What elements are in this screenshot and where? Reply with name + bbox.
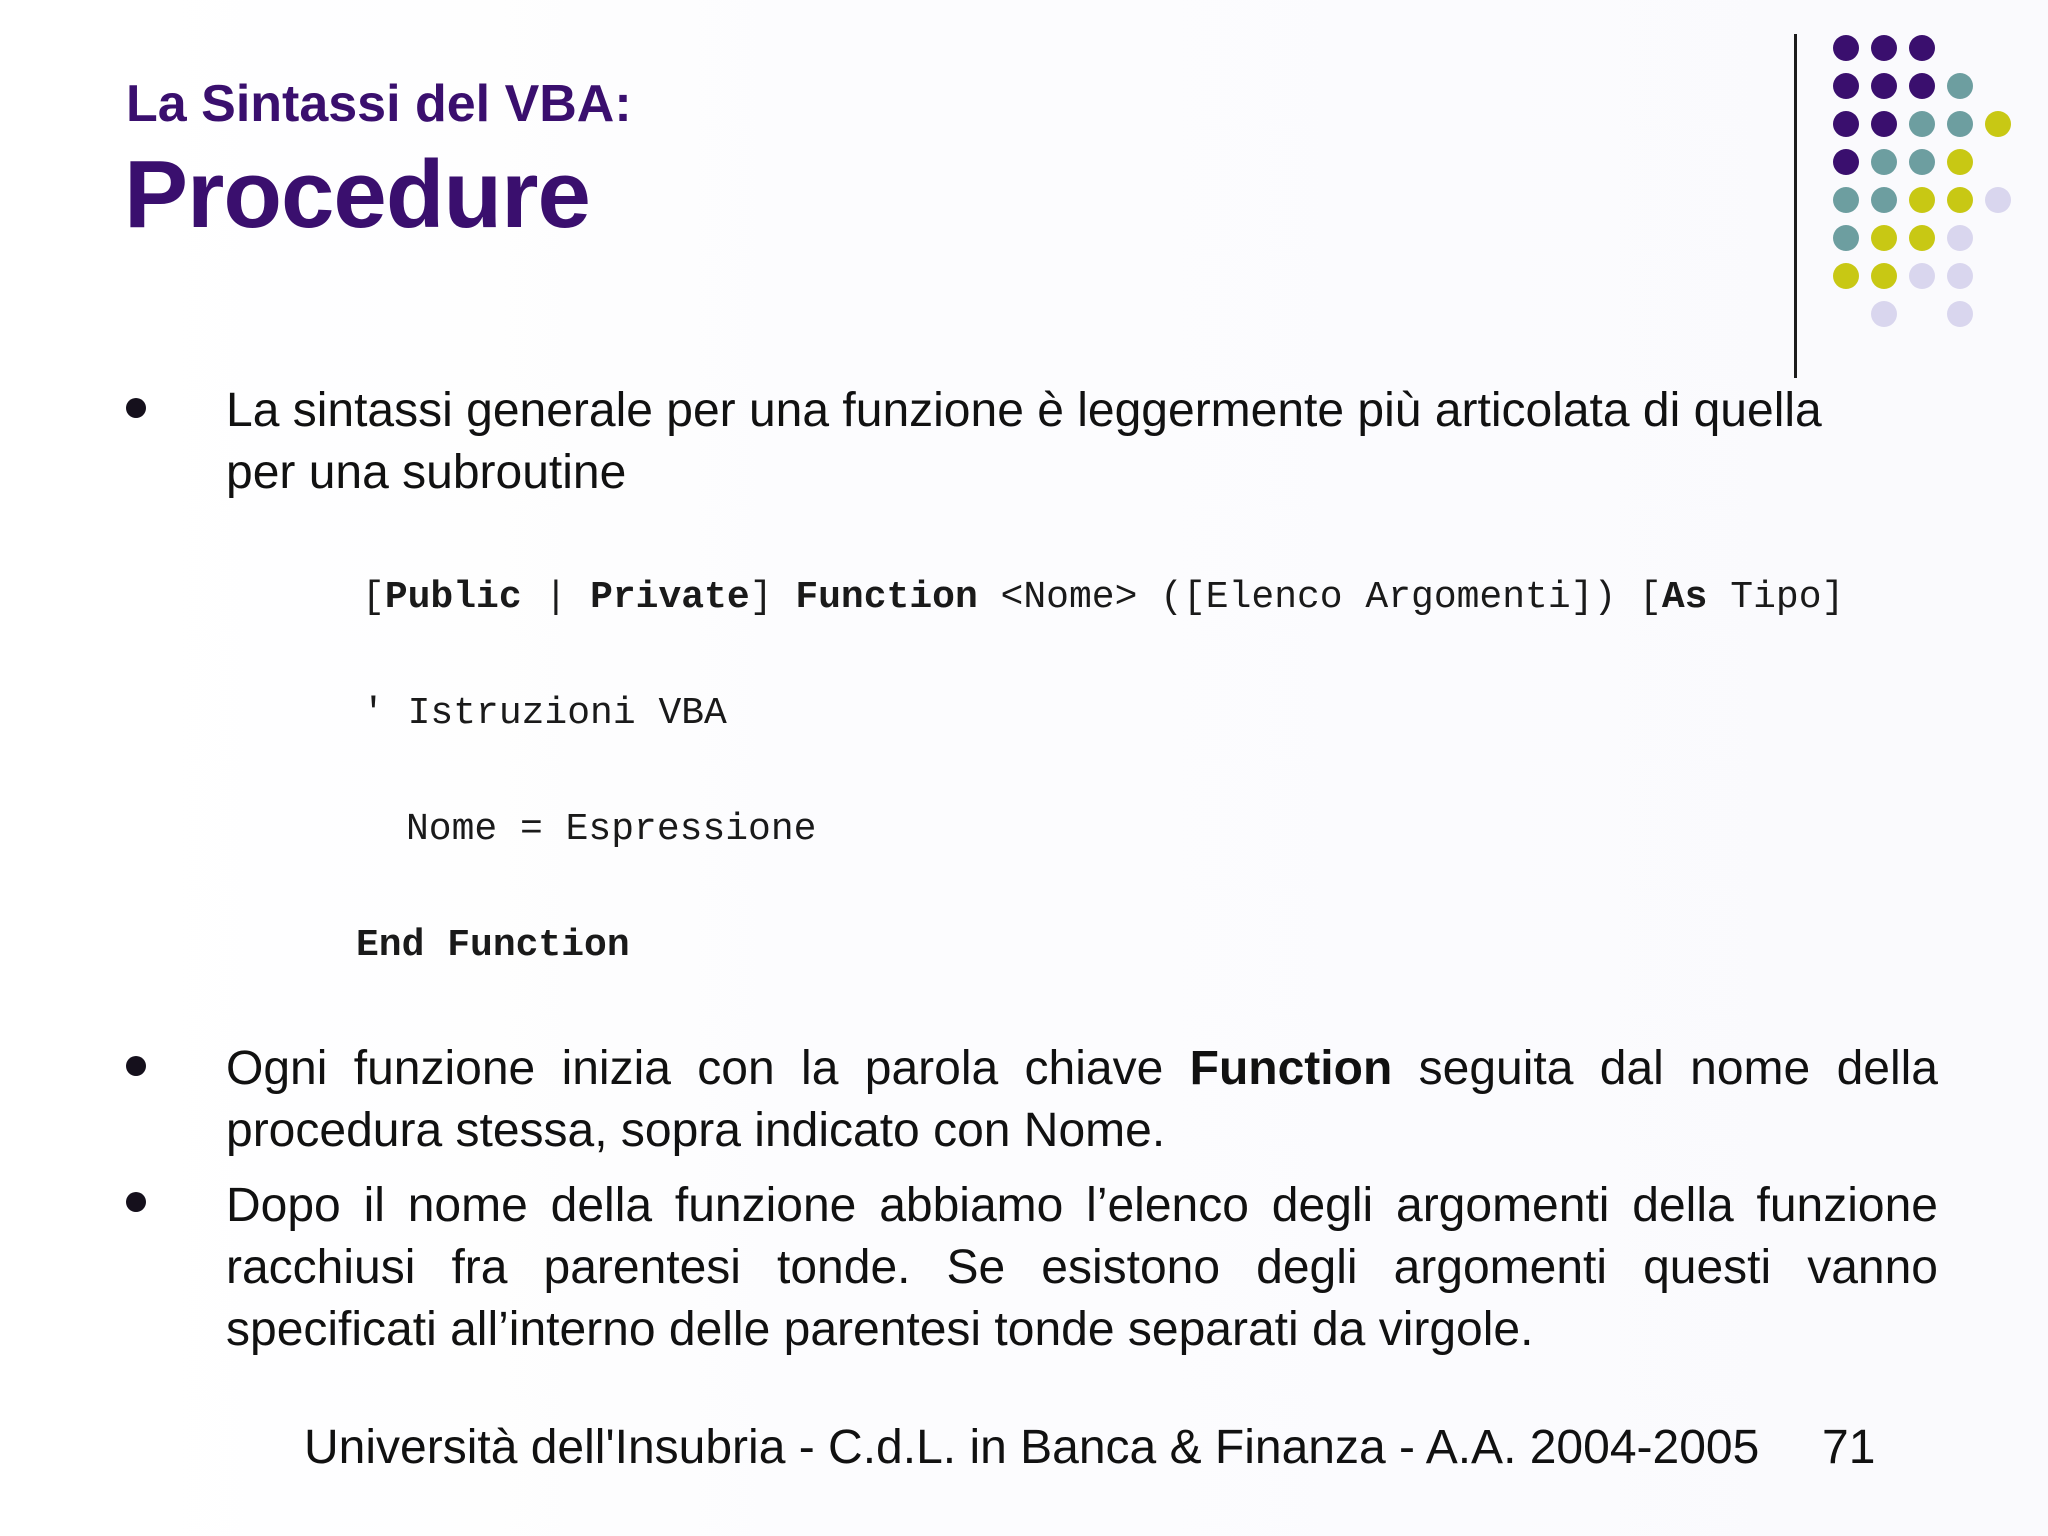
code-keyword-private: Private <box>590 576 750 619</box>
bullet-2-text-pre: Ogni funzione inizia con la parola chiave <box>226 1042 1190 1095</box>
bullet-text-3: Dopo il nome della funzione abbiamo l’elenco degli argomenti della funzione racchiusi fra parentesi tonde. Se esistono degli argomenti questi vanno specificati all’interno delle parentesi tonde separati da virgole. <box>226 1179 1938 1356</box>
slide-title: Procedure <box>124 141 590 248</box>
slide-footer: Università dell'Insubria - C.d.L. in Banca & Finanza - A.A. 2004-2005 <box>304 1421 1760 1474</box>
code-line-end-function: End Function <box>356 924 630 967</box>
code-keyword-public: Public <box>384 576 522 619</box>
slide-subtitle: La Sintassi del VBA: <box>126 75 632 133</box>
code-token: [ <box>362 576 385 619</box>
decorative-vertical-line <box>1794 34 1797 378</box>
code-token: Tipo] <box>1707 576 1845 619</box>
bullet-1-line-1: La sintassi generale per una funzione è leggermente più articolata di quella <box>226 384 1822 437</box>
bullet-icon <box>126 1192 146 1212</box>
page-number: 71 <box>1822 1421 1876 1474</box>
code-line-comment: ' Istruzioni VBA <box>362 692 727 735</box>
code-token: ] <box>749 576 796 619</box>
code-keyword-function: Function <box>795 576 978 619</box>
bullet-1-line-2: per una subroutine <box>226 446 627 499</box>
code-line-signature <box>362 576 1844 619</box>
bullet-2-text-post: seguita dal nome della procedura stessa, sopra indicato con Nome. <box>226 1042 1938 1157</box>
bullet-icon <box>126 1056 146 1076</box>
bullet-text-2 <box>226 1038 1938 1162</box>
bullet-icon <box>126 398 146 418</box>
code-token: <Nome> ([Elenco Argomenti]) [ <box>977 576 1662 619</box>
bullet-2-keyword: Function <box>1189 1042 1393 1095</box>
code-line-assignment: Nome = Espressione <box>406 808 817 851</box>
code-keyword-as: As <box>1661 576 1708 619</box>
bullet-text-1 <box>226 380 1938 504</box>
code-token: | <box>521 576 591 619</box>
